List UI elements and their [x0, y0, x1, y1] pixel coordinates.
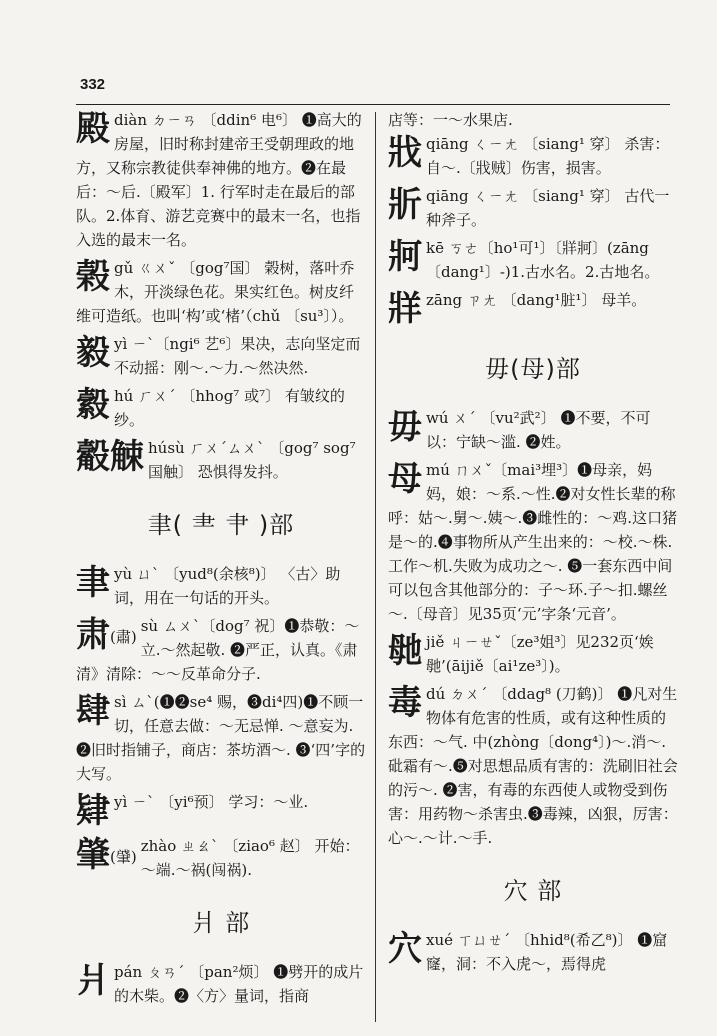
dictionary-entry	[388, 406, 678, 454]
dictionary-entry	[388, 630, 678, 678]
headword: 肄	[76, 791, 110, 831]
dictionary-entry	[388, 236, 678, 284]
headword: 肃(肅)	[76, 615, 137, 655]
section-title-yu: 聿( ⺻ 肀 )部	[147, 511, 295, 539]
headword: 戕	[388, 133, 422, 173]
definition-text: mú ㄇㄨˇ〔mai³埋³〕❶母亲，妈妈，娘：～系.～性.❷对女性长辈的称呼：姑～.舅～.姨～.❸雌性的：～鸡.这口猪是～的.❹事物所从产生出来的：～校.～株. 工作～机.失败为成功之～. ❺一套东西中间可以包含其他部分的：子～环.子～扣.螺丝～.〔母音〕见35页‘元’字条‘元音’。	[388, 461, 678, 623]
headword: 爿	[76, 961, 110, 1001]
dictionary-entry	[76, 332, 366, 380]
continuation-text: 店等：一～水果店.	[388, 111, 513, 129]
definition-text: gǔ ㄍㄨˇ 〔gog⁷国〕 榖树，落叶乔木，开淡绿色花。果实红色。树皮纤维可造纸。也叫‘构’或‘楮’（chǔ 〔su³〕）。	[76, 259, 355, 325]
entry-group-2	[76, 562, 366, 882]
definition-text: sì ㄙˋ(❶❷se⁴ 赐，❸di⁴四)❶不顾一切，任意去做：～无忌惮. ～意妄为. ❷旧时指铺子，商店：茶坊酒～. ❸‘四’字的大写。	[76, 693, 366, 783]
headword: 毋	[388, 407, 422, 447]
dictionary-entry	[76, 834, 366, 882]
dictionary-entry	[388, 928, 678, 976]
definition-text: dú ㄉㄨˊ 〔ddag⁸ (刀鹤)〕 ❶凡对生物体有危害的性质，或有这种性质的东西：～气. 中(zhòng〔dong⁴〕)～.消～.砒霜有～.❺对思想品质有害的：洗刷旧社会的污～. ❷害，有毒的东西使人或物受到伤害：用药物～杀害虫.❸毒辣，凶狠，厉害：心～.～计.～手.	[388, 685, 678, 847]
column-divider	[375, 112, 376, 1022]
dictionary-entry	[76, 384, 366, 432]
section-title-xue: 穴 部	[503, 877, 563, 905]
headword: 穴	[388, 929, 422, 969]
entry-group-1	[388, 132, 678, 328]
headword: 母	[388, 459, 422, 499]
headword: 毅	[76, 333, 110, 373]
definition-text: xué ㄒㄩㄝˊ 〔hhid⁸(希乙⁸)〕 ❶窟窿，洞：不入虎～，焉得虎	[426, 931, 668, 973]
dictionary-entry	[76, 960, 366, 1008]
entry-group-3	[388, 928, 678, 976]
dictionary-entry	[76, 256, 366, 328]
entry-group-3	[76, 960, 366, 1008]
definition-text: qiāng ㄑㄧㄤ 〔siang¹ 穿〕 古代一种斧子。	[426, 187, 670, 229]
dictionary-entry	[76, 614, 366, 686]
entry-group-1	[76, 108, 366, 484]
headword: 肆	[76, 691, 110, 731]
definition-text: húsù ㄏㄨˊㄙㄨˋ 〔gog⁷ sog⁷国触〕 恐惧得发抖。	[148, 439, 356, 481]
dictionary-entry	[388, 184, 678, 232]
headword: 牁	[388, 237, 422, 277]
definition-text: zāng ㄗㄤ 〔dang¹脏¹〕 母羊。	[426, 291, 647, 309]
headword: 牂	[388, 289, 422, 329]
headword: 毒	[388, 683, 422, 723]
dictionary-entry	[76, 790, 366, 830]
headword-variant: (肈)	[110, 848, 137, 866]
definition-text: qiāng ㄑㄧㄤ 〔siang¹ 穿〕 杀害：自～.〔戕贼〕伤害，损害。	[426, 135, 670, 177]
header-rule	[76, 104, 670, 105]
headword: 榖	[76, 257, 110, 297]
definition-text: kē ㄎㄜ〔ho¹可¹〕〔牂牁〕(zāng〔dang¹〕-)1.古水名。2.古地名。	[426, 239, 660, 281]
definition-text: zhào ㄓㄠˋ 〔ziao⁶ 赵〕 开始：～端.～祸(闯祸).	[140, 837, 360, 879]
definition-text: wú ㄨˊ 〔vu²武²〕 ❶不要，不可以：宁缺～滥. ❷姓。	[426, 409, 651, 451]
headword: 毑	[388, 631, 422, 671]
dictionary-entry	[388, 458, 678, 626]
dictionary-entry	[76, 562, 366, 610]
section-title-wu: 毋(母)部	[485, 355, 581, 383]
dictionary-entry	[76, 690, 366, 786]
headword: 斨	[388, 185, 422, 225]
dictionary-entry	[388, 682, 678, 850]
right-column	[388, 108, 678, 980]
definition-text: diàn ㄉㄧㄢ 〔ddin⁶ 电⁶〕 ❶高大的房屋，旧时称封建帝王受朝理政的地方，又称宗教徒供奉神佛的地方。❷在最后：～后.〔殿军〕1. 行军时走在最后的部队。2.体育、游艺竞赛中的最末一名，也指入选的最末一名。	[76, 111, 362, 249]
definition-text: pán ㄆㄢˊ 〔pan²烦〕 ❶劈开的成片的木柴。❷〈方〉量词，指商	[114, 963, 364, 1005]
headword: 觳觫	[76, 437, 144, 477]
definition-text: jiě ㄐㄧㄝˇ〔ze³姐³〕见232页‘娭毑’(āijiě〔ai¹ze³〕)。	[426, 633, 654, 675]
headword: 縠	[76, 385, 110, 425]
dictionary-entry	[388, 132, 678, 180]
page-number: 332	[80, 76, 106, 93]
dictionary-entry	[388, 288, 678, 328]
definition-text: yì ㄧˋ 〔yi⁶预〕 学习：～业.	[114, 793, 309, 811]
definition-text: hú ㄏㄨˊ 〔hhog⁷ 或⁷〕 有皱纹的纱。	[114, 387, 345, 429]
left-column	[76, 108, 366, 1012]
section-title-pan: 爿 部	[191, 909, 251, 937]
headword-variant: (肅)	[110, 628, 137, 646]
entry-group-2	[388, 406, 678, 850]
headword: 殿	[76, 109, 110, 149]
definition-text: sù ㄙㄨˋ〔dog⁷ 祝〕❶恭敬：～立.～然起敬. ❷严正，认真。《肃清》清除：～～反革命分子.	[76, 617, 360, 683]
dictionary-entry	[76, 436, 366, 484]
dictionary-entry	[76, 108, 366, 252]
headword: 肇(肈)	[76, 835, 137, 875]
definition-text: yù ㄩˋ 〔yud⁸(余核⁸)〕 〈古〉助词，用在一句话的开头。	[114, 565, 341, 607]
headword: 聿	[76, 563, 110, 603]
definition-text: yì ㄧˋ〔ngi⁶ 艺⁶〕果决，志向坚定而不动摇：刚～.～力.～然决然.	[114, 335, 361, 377]
